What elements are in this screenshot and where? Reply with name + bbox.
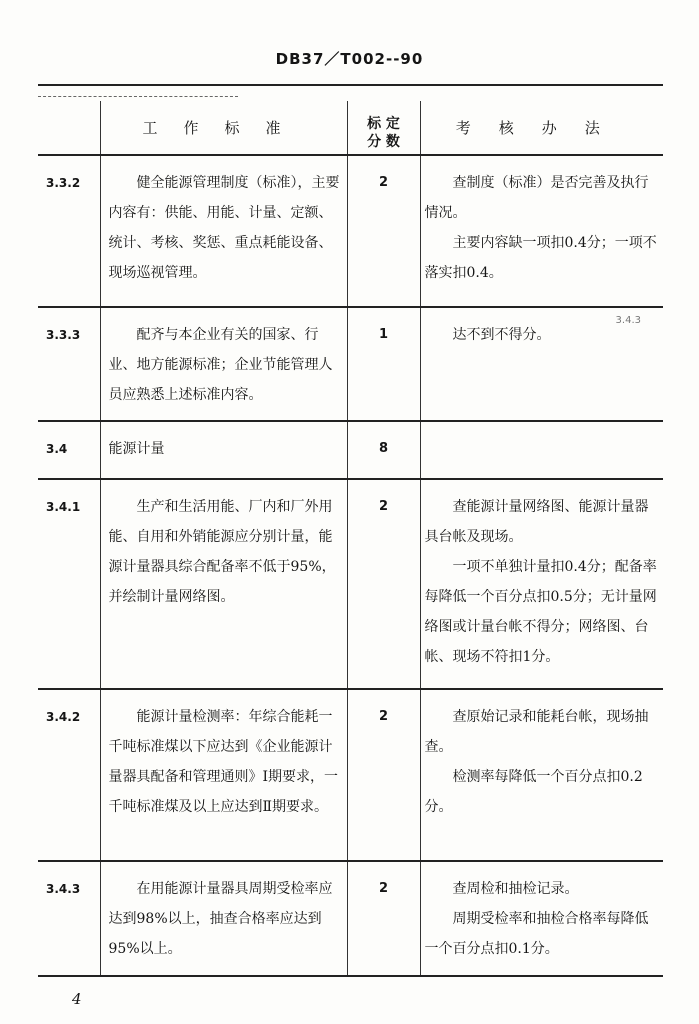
- row-score: 2: [347, 479, 420, 689]
- header-standard-label: 工作标准: [142, 119, 307, 137]
- header-score-line2: 分 数: [367, 134, 400, 150]
- row-method-line: 查周检和抽检记录。: [452, 881, 579, 897]
- row-standard: 健全能源管理制度（标准），主要内容有：供能、用能、计量、定额、统计、考核、奖惩、重点耗能设备、现场巡视管理。: [108, 175, 340, 281]
- row-standard: 生产和生活用能、厂内和厂外用能、自用和外销能源应分别计量，能源计量器具综合配备率不低于95%，并绘制计量网络图。: [108, 499, 336, 605]
- row-id: 3.4.1: [38, 479, 100, 689]
- row-standard-cell: [100, 689, 347, 861]
- row-method-cell: [420, 421, 663, 479]
- row-method-line: 查原始记录和能耗台帐，现场抽查。: [424, 709, 649, 755]
- table-row: [38, 689, 663, 861]
- row-standard-cell: [100, 861, 347, 976]
- side-mark: 3.4.3: [615, 315, 641, 326]
- row-standard: 在用能源计量器具周期受检率应达到98%以上，抽查合格率应达到95%以上。: [108, 881, 333, 957]
- row-standard-cell: [100, 479, 347, 689]
- standards-table: [38, 101, 663, 977]
- thin-rule: [38, 96, 238, 97]
- row-score: 8: [347, 421, 420, 479]
- table-header-row: [38, 101, 663, 155]
- document-code: DB37／T002--90: [275, 50, 424, 68]
- table-row: [38, 307, 663, 421]
- header-id-cell: [38, 101, 100, 155]
- row-score: 2: [347, 155, 420, 307]
- header-method: [420, 101, 663, 155]
- row-method-line: 一项不单独计量扣0.4分；配备率每降低一个百分点扣0.5分；无计量网络图或计量台帐不得分；网络图、台帐、现场不符扣1分。: [424, 559, 657, 665]
- row-method-cell: [420, 689, 663, 861]
- row-method-cell: [420, 479, 663, 689]
- row-id: 3.4.2: [38, 689, 100, 861]
- header-score-line1: 标 定: [367, 116, 400, 132]
- row-standard: 配齐与本企业有关的国家、行业、地方能源标准；企业节能管理人员应熟悉上述标准内容。: [108, 327, 333, 403]
- page-number: 4: [72, 990, 82, 1008]
- row-method-line: 达不到不得分。: [452, 327, 551, 343]
- table-row: [38, 479, 663, 689]
- row-method-line: 检测率每降低一个百分点扣0.2分。: [424, 769, 643, 815]
- row-score: 2: [347, 689, 420, 861]
- row-method-line: 查能源计量网络图、能源计量器具台帐及现场。: [424, 499, 649, 545]
- row-standard-cell: [100, 155, 347, 307]
- row-score: 1: [347, 307, 420, 421]
- table-row: [38, 421, 663, 479]
- row-method-line: 周期受检率和抽检合格率每降低一个百分点扣0.1分。: [424, 911, 649, 957]
- row-id: 3.4.3: [38, 861, 100, 976]
- header-standard: [100, 101, 347, 155]
- row-id: 3.4: [38, 421, 100, 479]
- row-method-cell: [420, 155, 663, 307]
- header-method-label: 考核办法: [455, 119, 628, 137]
- row-standard: 能源计量: [108, 441, 165, 457]
- table-row: [38, 155, 663, 307]
- row-method-cell: [420, 861, 663, 976]
- top-rule: [38, 84, 663, 86]
- row-method-line: 查制度（标准）是否完善及执行情况。: [424, 175, 649, 221]
- row-standard-cell: [100, 421, 347, 479]
- row-method-line: 主要内容缺一项扣0.4分；一项不落实扣0.4。: [424, 235, 657, 281]
- row-standard: 能源计量检测率：年综合能耗一千吨标准煤以下应达到《企业能源计量器具配备和管理通则》Ⅰ期要求，一千吨标准煤及以上应达到Ⅱ期要求。: [108, 709, 339, 815]
- row-standard-cell: [100, 307, 347, 421]
- table-row: [38, 861, 663, 976]
- header-score: [347, 101, 420, 155]
- row-score: 2: [347, 861, 420, 976]
- row-id: 3.3.2: [38, 155, 100, 307]
- row-id: 3.3.3: [38, 307, 100, 421]
